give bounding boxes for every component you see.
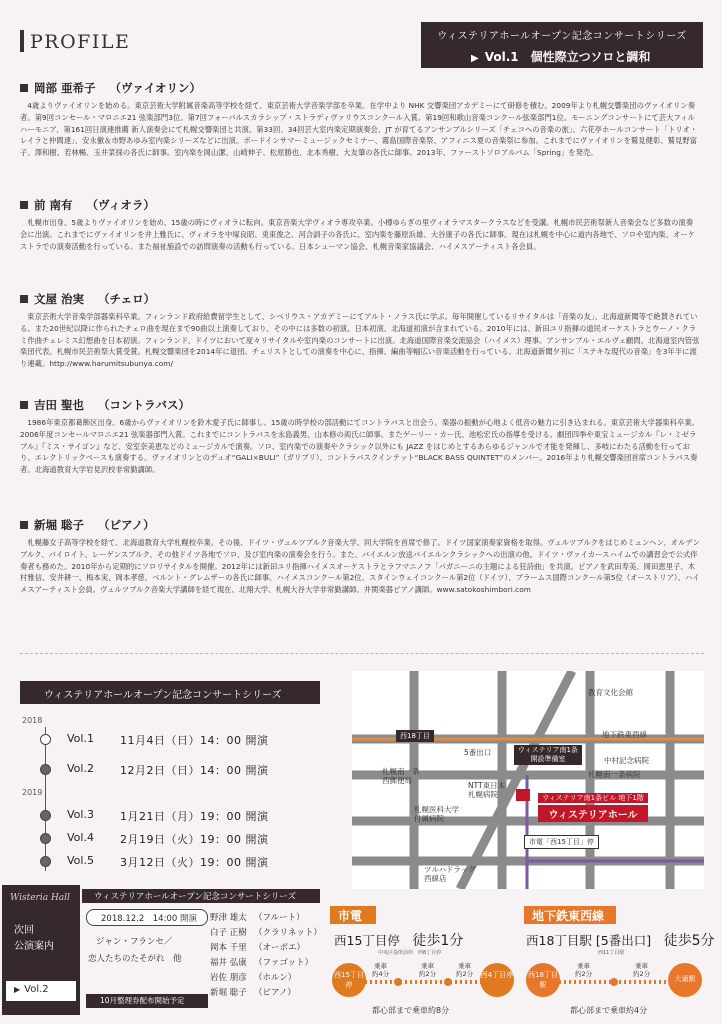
timeline-line: [45, 727, 46, 871]
tram-total: 都心部まで乗車約8分: [372, 1006, 450, 1015]
performer-name: 福井 弘康: [210, 958, 247, 968]
schedule-row: [40, 762, 330, 776]
bio-heading: [20, 517, 700, 533]
access-tram-line: [334, 930, 463, 950]
access-walk: 徒歩5分: [663, 933, 715, 949]
subway-from-station: 西18丁目駅: [526, 963, 560, 997]
schedule-row: [40, 831, 330, 845]
performer-name: 新堀 聡子: [210, 988, 247, 998]
map-label-tram-stop: 市電「西15丁目」停: [524, 835, 599, 849]
map-label-exit: 5番出口: [464, 748, 492, 757]
profile-title: [20, 30, 130, 53]
schedule-row: [40, 732, 330, 746]
bio-yoshida: [20, 397, 700, 476]
title-bar-mark: [20, 30, 24, 52]
map-text: 札幌病院: [468, 790, 498, 799]
map-text: 西郵便局: [382, 776, 412, 785]
leg-time: 約2分: [575, 970, 593, 978]
schedule-date: 2月19日（火）19：00 開演: [120, 833, 269, 846]
map-label-tsuruha: [424, 865, 476, 883]
map-text: ツルハドラッグ: [424, 865, 476, 874]
access-stop: 西15丁目停: [334, 933, 400, 948]
map-text: 西線店: [424, 874, 447, 883]
next-program-line: 恋人たちのたそがれ 他: [88, 954, 182, 964]
leg-time: 約2分: [456, 970, 474, 978]
schedule-vol: Vol.1: [67, 732, 94, 745]
schedule-date: 11月4日（日）14：00 開演: [120, 734, 269, 747]
subway-center-note: 西11丁目駅: [598, 950, 625, 956]
schedule-vol: Vol.5: [67, 854, 94, 867]
bio-okabe: [20, 80, 700, 159]
bio-role: （ヴァイオリン）: [109, 81, 202, 95]
access-tram-head: 市電: [330, 906, 376, 924]
next-series-banner: ウィステリアホールオープン記念コンサートシリーズ: [82, 889, 320, 903]
profile-title-text: PROFILE: [30, 31, 131, 53]
bio-heading: [20, 397, 700, 413]
performer-name: 白子 正樹: [210, 928, 247, 938]
bio-text: 東京芸術大学音楽学部器楽科卒業。フィンランド政府給費留学生として、シベリウス・アカデミーにてアルト・ノラス氏に学ぶ。毎年開催しているリサイタルは「音楽の友」、北海道新聞等で絶賛されている。また20世紀以降に作られたチェロ曲を現在まで90曲以上演奏しており、その中には多数の初演、日本初演、北海道初演が含まれている。2010年には、新田ユリ指揮の道民オーケストラとウーノ・クラミ作曲チェレミス幻想曲を日本初演。フィンランド、ドイツにおいて度々リサイタルや室内楽のコンサートに出演。北海道国際音楽交流協会（ハイメス）理事。アンサンブル・エルヴェ顧問。北海道室内管弦楽団代表。札幌市民芸術祭大賞受賞。札幌交響楽団を2014年に退団。チェリストとしての演奏を中心に、指揮、編曲等幅広い音楽活動を行っている。北海道新聞夕刊に「ステキな現代の音楽」を3年半に渡り連載。http://www.harumitsubunya.com/: [20, 312, 700, 369]
bio-mae: [20, 197, 700, 252]
schedule-vol: Vol.4: [67, 831, 94, 844]
bio-heading: [20, 291, 700, 307]
square-bullet-icon: [20, 201, 28, 209]
next-sub-label: 公演案内: [14, 941, 54, 952]
next-program-line: ジャン・フランセ／: [96, 937, 173, 947]
square-bullet-icon: [20, 401, 28, 409]
map-label-prep-office: [514, 745, 582, 765]
bio-name: 文屋 治実: [34, 292, 85, 306]
performer-name: 岡本 千里: [210, 943, 247, 953]
performer-part: （ピアノ）: [254, 988, 296, 998]
schedule-banner: ウィステリアホールオープン記念コンサートシリーズ: [20, 681, 320, 704]
map-label-venue: ウィステリアホール: [538, 805, 648, 822]
map-label-culture-hall: 教育文化会館: [588, 688, 633, 697]
bio-name: 岡部 亜希子: [34, 81, 96, 95]
tram-to-station: 西4丁目停: [480, 963, 514, 997]
map-text: NTT東日本: [468, 781, 506, 790]
bio-text: 札幌藤女子高等学校を経て、北海道教育大学札幌校卒業。その後、ドイツ・ヴュルツブルク音楽大学、同大学院を首席で修了。ドイツ国家演奏家資格を取得。ヴュルツブルクをはじめミュンヘン、オルデンブルク、バイロイト、レーゲンスブルク、その他ドイツ各地でソロ、及び室内楽の演奏会を行う。また、バイエルン放送バイエルンクラシックへの出演の他、ドイツ・ヴァイカースハイムでの講習会で公式伴奏者も務めた。2010年から定期的にソロリサイタルを開催。2012年には新田ユリ指揮ハイメスオーケストラとラフマニノフ「パガニーニの主題による狂詩曲」を共演。ピアノを武田寿美、岡田恵里子、木村雅信、安井耕一、梅本実、岡本孝慈、ベルント・グレムザーの各氏に師事。ハイメスコンクール第2位、スタインウェイコンクール第2位（ドイツ）、ブラームス国際コンクール第5位（オーストリア）、ハイメスアーティスト会員。ヴュルツブルク音楽大学講師を経て現在、北翔大学、札幌大谷大学非常勤講師。井関楽器ピアノ講師。www.satokoshimbori.com: [20, 538, 700, 595]
access-stop: 西18丁目駅 [5番出口]: [526, 933, 652, 948]
performer-name: 野津 雄太: [210, 913, 247, 923]
bio-text: 1986年東京都葛飾区出身。6歳からヴァイオリンを鈴木愛子氏に師事し、15歳の時学校の部活動にてコントラバスと出会う。楽器の振動が心地よく低音の魅力に引き込まれる。東京芸術大学器楽科卒業。2006年度コンセールマロニエ21 弦楽器部門入賞。これまでにコントラバスを永島義男、山本修の両氏に師事。またゲーリー・カー氏、池松宏氏の指導を受ける。劇団四季や東宝ミュージカル『レ・ミゼラブル』『ミス・サイゴン』など、安室奈美恵などのミュージカルで演奏。ソロ、室内楽での演奏やクラシック以外にも JAZZ をはじめとするあらゆるジャンルで才能を発揮し、多岐にわたる活動を行っており、エレクトリックベースも演奏する。ヴァイオリンとのデュオ“GALI×BULI”（ガリブリ）、コントラバスクインテット“BLACK BASS QUINTET”のメンバー。2016年より札幌交響楽団首席コントラバス奏者。北海道教育大学岩見沢校非常勤講師。: [20, 418, 700, 475]
map-label-medical-univ: [414, 805, 459, 823]
tram-leg: [372, 962, 389, 978]
bio-bunya: [20, 291, 700, 370]
next-volume-text: Vol.2: [24, 984, 49, 995]
schedule-date: 3月12日（火）19：00 開演: [120, 856, 269, 869]
subway-total: 都心部まで乗車約4分: [570, 1006, 648, 1015]
leg-text: 乗車: [635, 962, 649, 970]
bio-heading: [20, 80, 700, 96]
tram-center-note: 中央区役所前停 西8丁目停: [378, 950, 442, 956]
performer-name: 岩佐 朋彦: [210, 973, 247, 983]
square-bullet-icon: [20, 84, 28, 92]
section-divider: [20, 653, 704, 654]
bio-role: （コントラバス）: [98, 398, 191, 412]
year-label: 2019: [22, 788, 43, 797]
leg-time: 約2分: [633, 970, 651, 978]
schedule-vol: Vol.2: [67, 762, 94, 775]
map-label-south1-hospital: 札幌南一条病院: [588, 770, 641, 779]
next-concert-box: [2, 885, 80, 1015]
performer-part: （フルート）: [254, 913, 305, 923]
map-label-station: 西18丁目: [396, 730, 434, 742]
brand-wisteria-hall: Wisteria Hall: [10, 893, 70, 903]
access-subway-head: 地下鉄東西線: [524, 906, 616, 924]
performer: [210, 941, 305, 953]
access-map: [352, 671, 704, 889]
series-volume: [421, 48, 703, 65]
map-text: 札幌南一条: [382, 767, 420, 776]
next-datetime: 2018.12.2 14:00 開演: [86, 909, 208, 926]
series-banner: [421, 22, 703, 68]
timeline-dot-icon: [40, 856, 51, 867]
leg-time: 約2分: [419, 970, 437, 978]
subway-to-station: 大通駅: [668, 963, 702, 997]
bio-text: 札幌市出身。5歳よりヴァイオリンを始め、15歳の時にヴィオラに転向。東京音楽大学ヴィオラ専攻卒業。小樽ゆらぎの里ヴィオラマスタークラスなどを受講。札幌市民芸術祭新人音楽会など多数の演奏会に出演。これまでにヴァイオリンを井上雅氏に、ヴィオラを中塚良昭、兎束俊之、河合訓子の各氏に、室内楽を藤原浜雄、大谷康子の各氏に師事。現在は札幌を中心に道内各地で、ソロや室内楽、オーケストラでの演奏活動を行っている。また福祉施設での訪問演奏の活動も行っている。日本シューマン協会、札幌音楽家協議会、ハイメスアーティスト各会員。: [20, 218, 696, 251]
leg-text: 乗車: [421, 962, 435, 970]
schedule-row: [40, 854, 330, 868]
map-label-building: ウィステリア南1条ビル 地下1階: [538, 793, 648, 803]
map-text: 札幌医科大学: [414, 805, 459, 814]
bio-name: 吉田 聖也: [34, 398, 85, 412]
series-volume-text: Vol.1 個性際立つソロと調和: [484, 50, 651, 64]
schedule-date: 1月21日（月）19：00 開演: [120, 810, 269, 823]
leg-text: 乗車: [577, 962, 591, 970]
performer: [210, 956, 313, 968]
map-label-nakamura: 中村記念病院: [604, 756, 649, 765]
square-bullet-icon: [20, 295, 28, 303]
schedule-row: [40, 808, 330, 822]
subway-leg: [633, 962, 650, 978]
leg-text: 乗車: [458, 962, 472, 970]
map-text: 付属病院: [414, 814, 444, 823]
performer: [210, 926, 322, 938]
year-label: 2018: [22, 716, 43, 725]
ticket-note: 10月整理券配布開始予定: [86, 994, 208, 1008]
triangle-icon: ▶: [471, 53, 479, 64]
performer-part: （ホルン）: [254, 973, 297, 983]
performer: [210, 971, 296, 983]
tram-from-station: 西15丁目停: [332, 963, 366, 997]
tram-leg: [419, 962, 436, 978]
bio-heading: [20, 197, 700, 213]
series-name: ウィステリアホールオープン記念コンサートシリーズ: [437, 31, 687, 42]
leg-text: 乗車: [374, 962, 388, 970]
leg-time: 約4分: [372, 970, 390, 978]
bio-name: 前 南有: [34, 198, 73, 212]
map-text: ウィステリア南1条: [518, 746, 578, 754]
timeline-dot-icon: [40, 764, 51, 775]
schedule-vol: Vol.3: [67, 808, 94, 821]
timeline-dot-icon: [40, 734, 51, 745]
map-label-subway-line: 地下鉄東西線: [602, 730, 647, 739]
next-label: 次回: [14, 925, 34, 936]
performer: [210, 986, 296, 998]
timeline-dot-icon: [40, 810, 51, 821]
performer-part: （クラリネット）: [254, 928, 322, 938]
square-bullet-icon: [20, 521, 28, 529]
next-volume-badge: [6, 981, 76, 1001]
access-subway-line: [526, 930, 715, 950]
bio-name: 新堀 聡子: [34, 518, 85, 532]
performer-part: （ファゴット）: [254, 958, 314, 968]
tram-leg: [456, 962, 473, 978]
bio-text: 4歳よりヴァイオリンを始める。東京芸術大学附属音楽高等学校を経て、東京芸術大学音楽学部を卒業。在学中より NHK 交響楽団アカデミーにて研修を積む。2009年より札幌交響楽団のヴァイオリン奏者。第9回コンセール・マロニエ21 弦楽部門3位。第7回フォーバルスカラシップ・ストラディヴァリウスコンクール入賞。第19回和歌山音楽コンクール弦楽部門1位。モーニングコンサートにて芸大フィルハーモニア、第161回日演連推薦 新人演奏会にて札幌交響楽団と共演。第33回、34回芸大室内楽定期演奏会、JT が育てるアンサンブルシリーズ「チェコへの音楽の旅」、六花亭ホールコンサート「トリオ・レイラと仲間達」、安永徹＆市野あゆみ室内楽シリーズなどに出演。ボードインサマーミュージックセミナー、霧島国際音楽祭、アフィニス夏の音楽祭に参加。これまでにヴァイオリンを鷲見健彰、鷲見野富子、澤和樹、若林暢、玉井菜採の各氏に師事。室内楽を岡山潔、山崎伸子、松原勝也、北本秀樹、大友肇の各氏に師事。2013年、ファーストソロアルバム「Spring」を発売。: [20, 101, 698, 158]
map-label-post-office: [382, 767, 420, 785]
bio-role: （ヴィオラ）: [86, 198, 155, 212]
map-text: 開設準備室: [530, 755, 566, 763]
bio-shimbori: [20, 517, 700, 596]
bio-role: （ピアノ）: [98, 518, 155, 532]
bio-role: （チェロ）: [98, 292, 156, 306]
schedule-date: 12月2日（日）14：00 開演: [120, 764, 269, 777]
subway-leg: [575, 962, 592, 978]
access-walk: 徒歩1分: [412, 933, 464, 949]
timeline-dot-icon: [40, 833, 51, 844]
map-label-ntt: [468, 781, 505, 799]
performer-part: （オーボエ）: [254, 943, 306, 953]
triangle-icon: ▶: [14, 985, 21, 994]
performer: [210, 911, 305, 923]
